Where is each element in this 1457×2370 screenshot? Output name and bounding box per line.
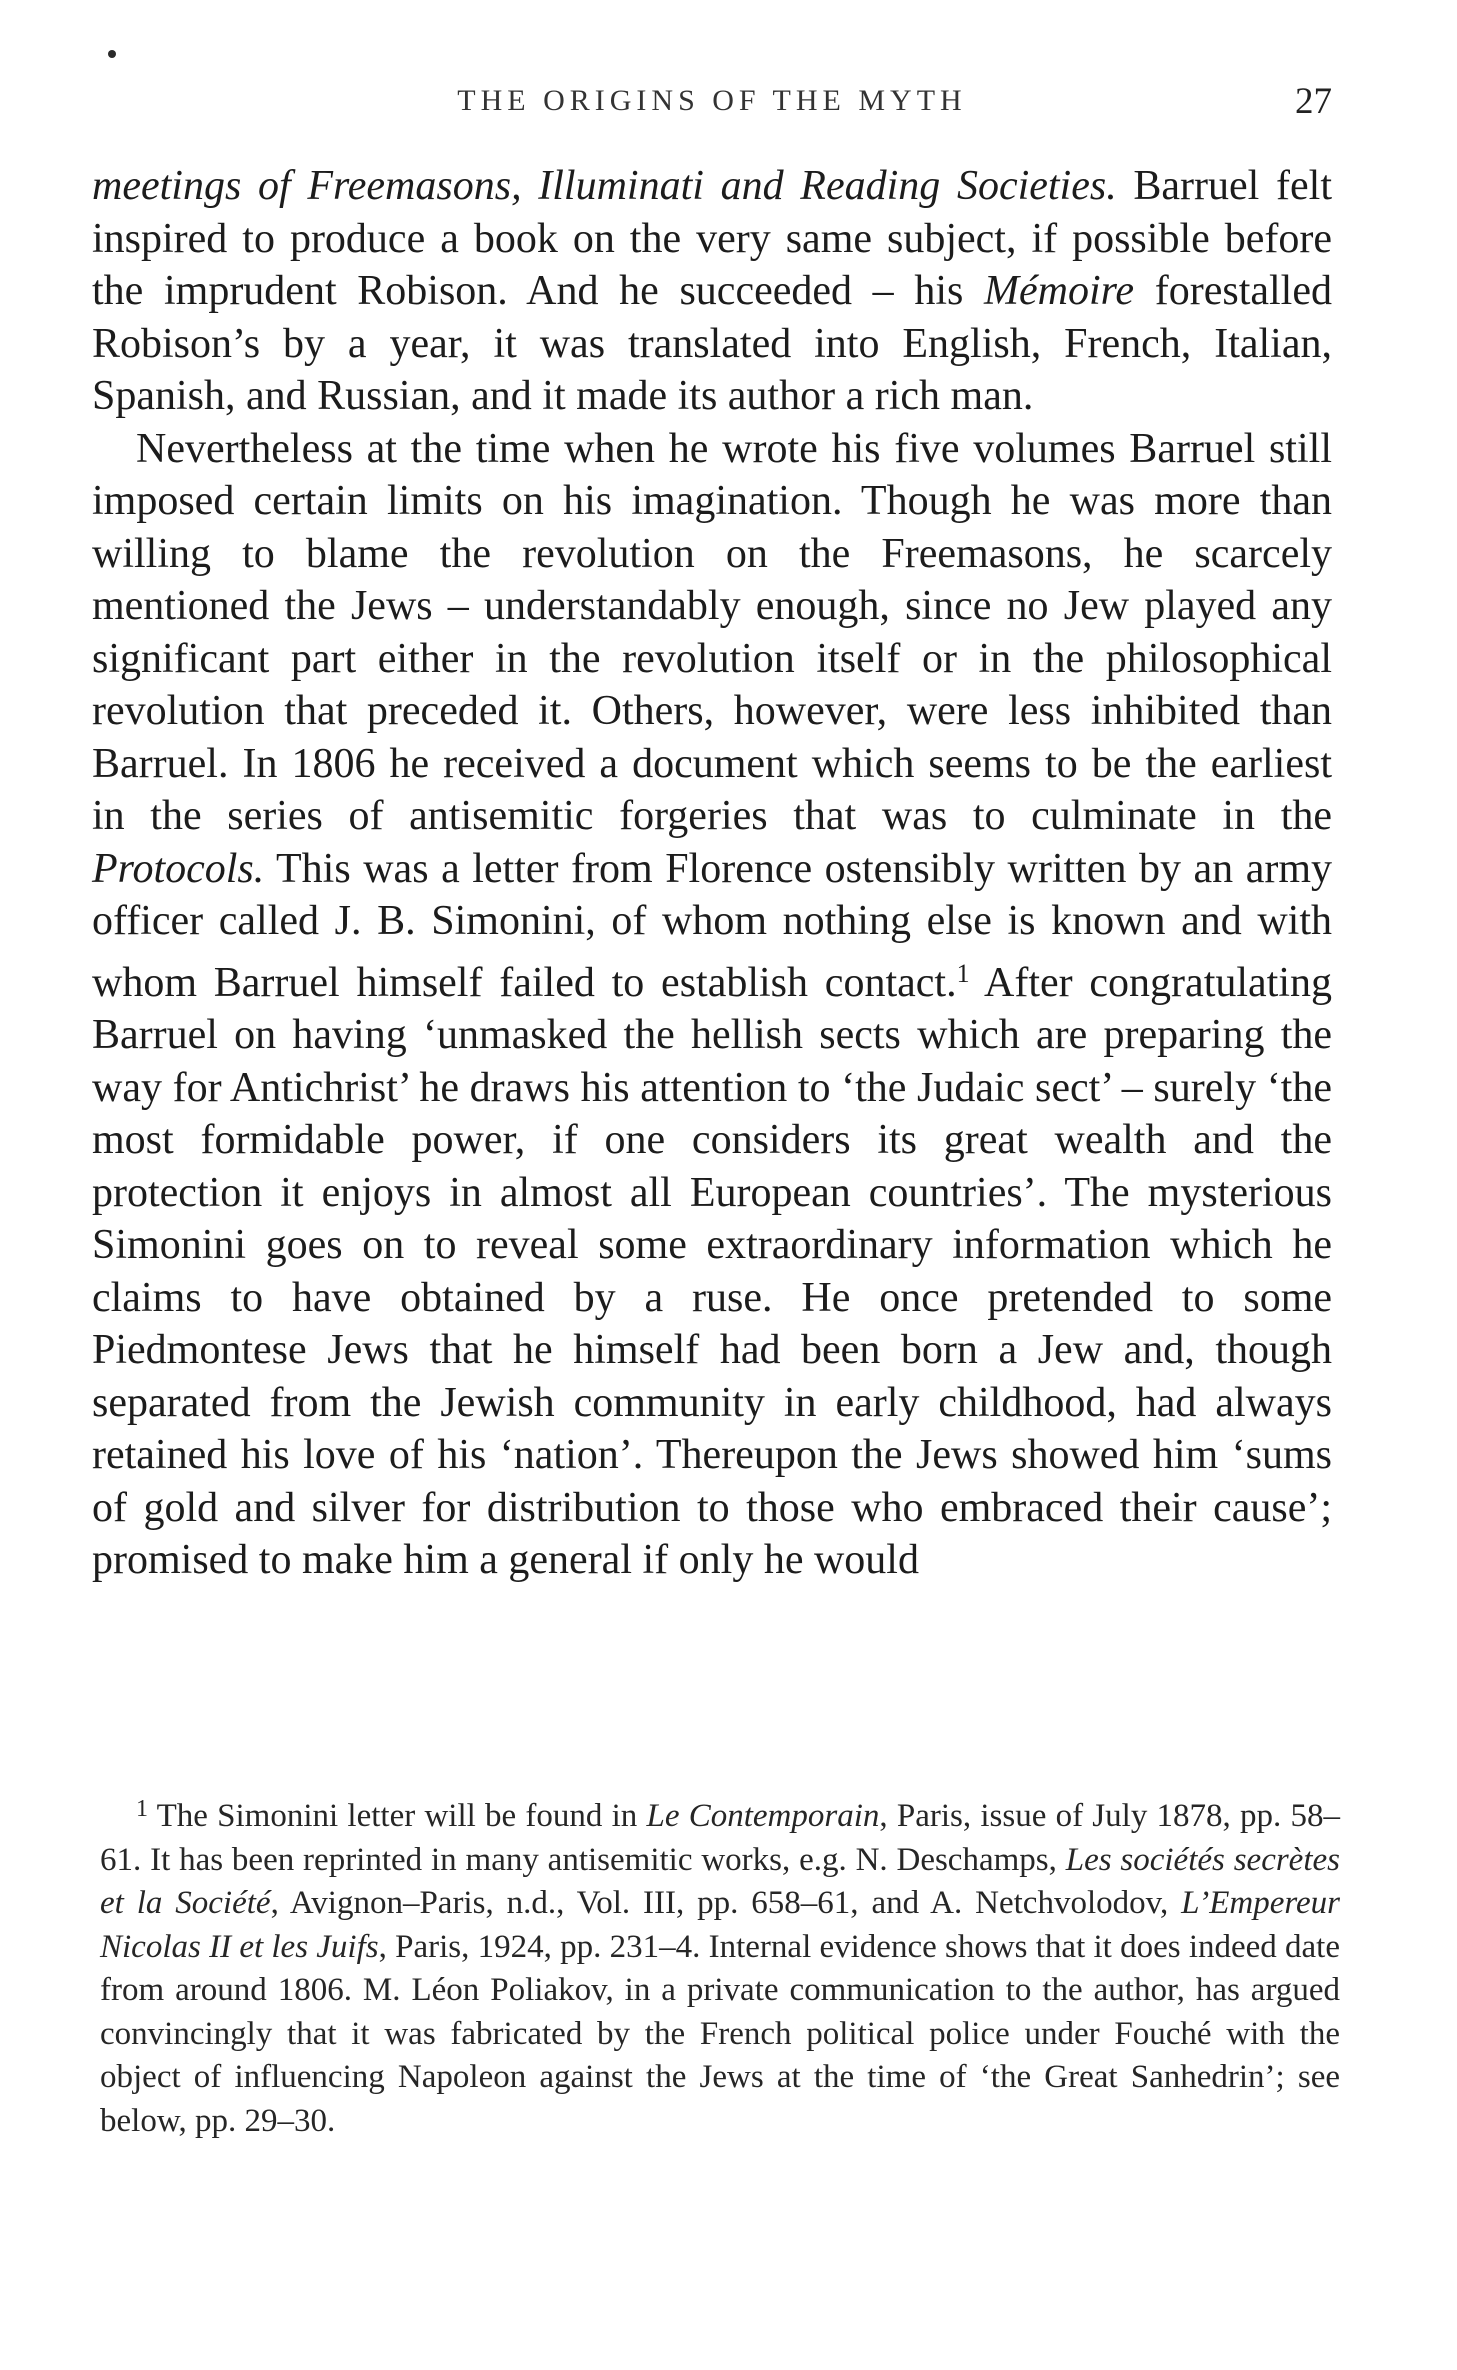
footnote-reference: 1 — [956, 958, 970, 988]
margin-dot — [108, 50, 116, 58]
text-run: After congratulating Barruel on having ‘unmasked the hellish sects which are preparing the way for Antichrist’ he draws his attention to ‘the Judaic sect’ – surely ‘the most formidable power, if one considers its great wealth and the protection it enjoys in almost all European countries’. The mysterious Simonini goes on to reveal some extraordinary information which he claims to have obtained by a ruse. He once pretended to some Piedmontese Jews that he himself had been born a Jew and, though separated from the Jewish community in early childhood, had always retained his love of his ‘nation’. Thereupon the Jews showed him ‘sums of gold and silver for distribution to those who embraced their cause’; promised to make him a general if only he would — [92, 959, 1333, 1583]
italic-title-memoire: Mémoire — [984, 268, 1135, 314]
italic-title: Le Contemporain — [646, 1798, 880, 1834]
body-text — [92, 160, 1332, 1587]
text-run: , Paris, issue of July 1878, pp. 58–61. It has been reprinted in many antisemitic works, e.g. N. Deschamps, — [100, 1798, 1341, 1878]
italic-title: L’Empereur Nicolas II et les Juifs — [100, 1885, 1340, 1965]
footnote-1 — [100, 1788, 1340, 2143]
text-run: forestalled Robison’s by a year, it was translated into English, French, Italian, Spanish, and Russian, and it made its author a rich man. — [92, 268, 1332, 419]
text-run: The Simonini letter will be found in — [148, 1798, 647, 1834]
footnote-number: 1 — [136, 1796, 148, 1822]
page-number: 27 — [1295, 81, 1332, 122]
footnotes — [100, 1788, 1340, 2143]
italic-title: Les sociétés secrètes et la Société — [100, 1841, 1340, 1921]
italic-title-protocols: Protocols. — [92, 845, 265, 892]
text-run: , Avignon–Paris, n.d., Vol. III, pp. 658–61, and A. Netchvolodov, — [270, 1885, 1182, 1921]
page-header — [92, 81, 1332, 134]
running-head: THE ORIGINS OF THE MYTH — [457, 84, 967, 117]
italic-run: meetings of Freemasons, Illuminati and Reading Societies. — [92, 163, 1117, 209]
text-run: Nevertheless at the time when he wrote his five volumes Barruel still imposed certain limits on his imagination. Though he was more than willing to blame the revolution on the Freemasons, he scarcely mentioned the Jews – understandably enough, since no Jew played any significant part either in the revolution itself or in the philosophical revolution that preceded it. Others, however, were less inhibited than Barruel. In 1806 he received a document which seems to be the earliest in the series of antisemitic forgeries that was to culminate in the — [92, 425, 1332, 839]
paragraph-1 — [92, 160, 1332, 423]
text-run: Barruel felt inspired to produce a book on the very same subject, if possible before the imprudent Robison. And he succeeded – his — [92, 163, 1332, 314]
paragraph-2 — [92, 423, 1332, 1587]
text-run: This was a letter from Florence ostensibly written by an army officer called J. B. Simonini, of whom nothing else is known and with whom Barruel himself failed to establish contact. — [92, 845, 1332, 1006]
text-run: , Paris, 1924, pp. 231–4. Internal evidence shows that it does indeed date from around 1806. M. Léon Poliakov, in a private communication to the author, has argued convincingly that it was fabricated by the French political police under Fouché with the object of influencing Napoleon against the Jews at the time of ‘the Great Sanhedrin’; see below, pp. 29–30. — [100, 1928, 1340, 2139]
